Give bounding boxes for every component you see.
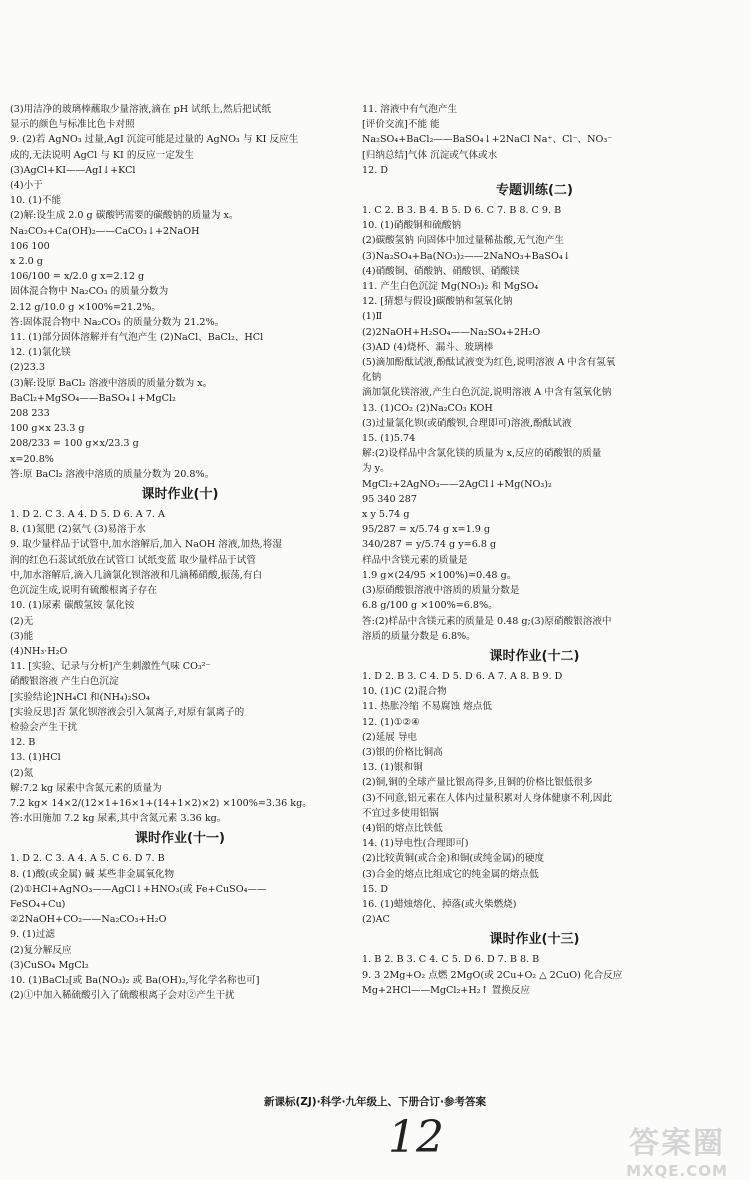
answer-line: (2)碳酸氢钠 向固体中加过量稀盐酸,无气泡产生 [362, 235, 564, 247]
answer-line: 11. (1)部分固体溶解并有气泡产生 (2)NaCl、BaCl₂、HCl [10, 332, 264, 344]
answer-line: (2)铜,铜的全球产量比银高得多,且铜的价格比银低很多 [362, 777, 593, 789]
answer-line: (5)滴加酚酞试液,酚酞试液变为红色,说明溶液 A 中含有氢氧 [362, 357, 616, 369]
answer-line: (2)解:设生成 2.0 g 碳酸钙需要的碳酸钠的质量为 x。 [10, 210, 239, 222]
answer-line: (4)铝的熔点比铁低 [362, 822, 443, 834]
answer-line: 12. (1)氯化镁 [10, 347, 71, 359]
answer-line: 1.9 g×(24/95 ×100%)=0.48 g。 [362, 569, 517, 581]
answer-line: 11. 产生白色沉淀 Mg(NO₃)₂ 和 MgSO₄ [362, 281, 539, 293]
answer-line: 硝酸银溶液 产生白色沉淀 [10, 676, 119, 688]
answer-line: 中,加水溶解后,滴入几滴氯化钡溶液和几滴稀硝酸,振荡,有白 [10, 569, 263, 581]
answer-line: (4)小于 [10, 180, 43, 192]
section-heading: 专题训练(二) [496, 183, 573, 199]
answer-line: (3)解:设原 BaCl₂ 溶液中溶质的质量分数为 x。 [10, 377, 213, 389]
answer-line: MgCl₂+2AgNO₃——2AgCl↓+Mg(NO₃)₂ [362, 478, 552, 490]
answer-line: (3)银的价格比铜高 [362, 746, 443, 758]
answer-line: (3)AgCl+KI——AgI↓+KCl [10, 164, 136, 176]
answer-line: 1. D 2. C 3. A 4. D 5. D 6. A 7. A [10, 509, 165, 521]
answer-line: 12. B [10, 737, 36, 749]
answer-line: 润的红色石蕊试纸放在试管口 试纸变蓝 取少量样品于试管 [10, 554, 256, 566]
answer-line: 9. 3 2Mg+O₂ 点燃 2MgO(或 2Cu+O₂ △ 2CuO) 化合反应 [362, 969, 623, 981]
answer-line: 8. (1)氮肥 (2)氨气 (3)易溶于水 [10, 524, 146, 536]
answer-line: 13. (1)银和铜 [362, 762, 423, 774]
answer-line: (3)Na₂SO₄+Ba(NO₃)₂——2NaNO₃+BaSO₄↓ [362, 250, 571, 262]
answer-line: (1)Ⅱ [362, 311, 383, 323]
answer-line: 13. (1)CO₂ (2)Na₂CO₃ KOH [362, 402, 493, 414]
answer-line: [实验反思]否 氯化钡溶液会引入氯离子,对原有氯离子的 [10, 706, 245, 718]
answer-line: 化钠 [362, 372, 382, 384]
answer-line: 10. (1)BaCl₂[或 Ba(NO₃)₂ 或 Ba(OH)₂,写化学名称也可] [10, 974, 260, 986]
answer-line: 6.8 g/100 g ×100%=6.8%。 [362, 600, 498, 612]
answer-line: (2)无 [10, 615, 34, 627]
answer-line: 10. (1)硝酸铜和硫酸钠 [362, 220, 462, 232]
answer-line: [归纳总结]气体 沉淀或气体或水 [362, 149, 498, 161]
watermark-url: MXQE.COM [626, 1162, 728, 1180]
answer-line: [实验结论]NH₄Cl 和(NH₄)₂SO₄ [10, 691, 150, 703]
answer-line: 100 g×x 23.3 g [10, 423, 85, 435]
answer-line: (3)过量氯化钡(或硝酸钡,合理即可)溶液,酚酞试液 [362, 417, 572, 429]
answer-line: 95/287 = x/5.74 g x=1.9 g [362, 524, 491, 536]
answer-line: (2)延展 导电 [362, 731, 418, 743]
answer-line: FeSO₄+Cu) [10, 898, 66, 910]
answer-line: 显示的颜色与标准比色卡对照 [10, 119, 135, 131]
answer-line: 14. (1)导电性(合理即可) [362, 838, 469, 850]
section-heading: 课时作业(十一) [135, 831, 225, 847]
left-column [10, 102, 350, 1003]
section-heading: 课时作业(十) [141, 487, 219, 503]
page-footer: 新课标(ZJ)·科学·九年级上、下册合订·参考答案 [263, 1096, 487, 1108]
answer-line: (2)氮 [10, 767, 34, 779]
answer-line: 10. (1)尿素 碳酸氢铵 氯化铵 [10, 600, 135, 612]
answer-line: 为 y。 [362, 463, 390, 475]
answer-line: 11. [实验、记录与分析]产生刺激性气味 CO₃²⁻ [10, 661, 211, 673]
answer-line: 成的,无法说明 AgCl 与 KI 的反应一定发生 [10, 149, 194, 161]
answer-line: 1. D 2. C 3. A 4. A 5. C 6. D 7. B [10, 853, 165, 865]
answer-line: 12. [猜想与假设]碳酸钠和氢氧化钠 [362, 296, 513, 308]
answer-line: Na₂CO₃+Ca(OH)₂——CaCO₃↓+2NaOH [10, 225, 200, 237]
answer-line: 溶质的质量分数是 6.8%。 [362, 630, 476, 642]
answer-line: 208/233 = 100 g×x/23.3 g [10, 438, 139, 450]
answer-line: 检验会产生干扰 [10, 721, 78, 733]
answer-line: (2)2NaOH+H₂SO₄——Na₂SO₄+2H₂O [362, 326, 541, 338]
answer-line: 答:(2)样品中含镁元素的质量是 0.48 g;(3)原硝酸银溶液中 [362, 615, 612, 627]
watermark-text: 答案圈 [629, 1126, 725, 1161]
answer-line: (4)NH₃·H₂O [10, 645, 68, 657]
answer-line: 106/100 = x/2.0 g x=2.12 g [10, 271, 145, 283]
answer-line: 106 100 [10, 240, 50, 252]
answer-line: 滴加氯化镁溶液,产生白色沉淀,说明溶液 A 中含有氢氧化钠 [362, 387, 612, 399]
answer-line: 13. (1)HCl [10, 752, 61, 764]
answer-line: 9. (2)若 AgNO₃ 过量,AgI 沉淀可能是过量的 AgNO₃ 与 KI 反应生 [10, 134, 299, 146]
answer-line: 1. D 2. B 3. C 4. D 5. D 6. A 7. A 8. B 9. D [362, 670, 563, 682]
answer-line: Na₂SO₄+BaCl₂——BaSO₄↓+2NaCl Na⁺、Cl⁻、NO₃⁻ [362, 134, 613, 146]
answer-line: 340/287 = y/5.74 g y=6.8 g [362, 539, 497, 551]
answer-line: (2)复分解反应 [10, 944, 72, 956]
answer-line: (3)AD (4)烧杯、漏斗、玻璃棒 [362, 341, 494, 353]
answer-line: 15. D [362, 883, 388, 895]
answer-line: (2)比较黄铜(或合金)和铜(或纯金属)的硬度 [362, 853, 545, 865]
answer-line: 答:原 BaCl₂ 溶液中溶质的质量分数为 20.8%。 [10, 468, 215, 480]
answer-line: (3)合金的熔点比组成它的纯金属的熔点低 [362, 868, 539, 880]
answer-line: 解:(2)设样品中含氯化镁的质量为 x,反应的硝酸银的质量 [362, 448, 602, 460]
answer-line: (3)CuSO₄ MgCl₂ [10, 959, 89, 971]
answer-line: 不宜过多使用铝锅 [362, 807, 439, 819]
answer-line: x 2.0 g [10, 256, 43, 268]
answer-line: (3)不同意,铝元素在人体内过量积累对人身体健康不利,因此 [362, 792, 612, 804]
answer-line: [评价交流]不能 能 [362, 119, 440, 131]
section-heading: 课时作业(十二) [489, 648, 580, 664]
answer-line: 1. B 2. B 3. C 4. C 5. D 6. D 7. B 8. B [362, 954, 540, 966]
answer-line: x=20.8% [10, 453, 54, 465]
answer-line: 固体混合物中 Na₂CO₃ 的质量分数为 [10, 286, 169, 298]
answer-line: 11. 溶液中有气泡产生 [362, 104, 458, 115]
answer-line: 样品中含镁元素的质量是 [362, 554, 468, 566]
answer-line: (3)能 [10, 630, 34, 642]
answer-line: (2)AC [362, 914, 390, 926]
watermark [612, 1118, 742, 1180]
answer-line: ②2NaOH+CO₂——Na₂CO₃+H₂O [10, 914, 167, 926]
answer-line: 208 233 [10, 408, 50, 420]
answer-line: Mg+2HCl——MgCl₂+H₂↑ 置换反应 [362, 984, 531, 996]
answer-line: 10. (1)不能 [10, 195, 62, 207]
answer-line: BaCl₂+MgSO₄——BaSO₄↓+MgCl₂ [10, 392, 176, 404]
answer-line: 10. (1)C (2)混合物 [362, 686, 447, 698]
page-number: 12 [388, 1112, 444, 1163]
answer-line: 9. (1)过滤 [10, 929, 55, 941]
answer-line: (2)23.3 [10, 362, 45, 374]
answer-line: 1. C 2. B 3. B 4. B 5. D 6. C 7. B 8. C 9. B [362, 205, 562, 217]
section-heading: 课时作业(十三) [489, 932, 580, 948]
answer-line: 12. (1)①②④ [362, 716, 420, 728]
answer-line: (4)硝酸铜、硝酸钠、硝酸钡、硝酸镁 [362, 265, 520, 277]
answer-line: 7.2 kg× 14×2/(12×1+16×1+(14+1×2)×2) ×100%=3.36 kg。 [10, 797, 312, 809]
answer-line: 答:水田施加 7.2 kg 尿素,其中含氮元素 3.36 kg。 [10, 813, 227, 825]
answer-line: (3)原硝酸银溶液中溶质的质量分数是 [362, 585, 520, 597]
answer-line: 11. 热胀冷缩 不易腐蚀 熔点低 [362, 701, 492, 713]
answer-line: 8. (1)酸(或金属) 碱 某些非金属氧化物 [10, 868, 175, 880]
answer-line: 95 340 287 [362, 493, 417, 505]
answer-line: 2.12 g/10.0 g ×100%=21.2%。 [10, 301, 161, 313]
answer-line: (2)①HCl+AgNO₃——AgCl↓+HNO₃(或 Fe+CuSO₄—— [10, 883, 267, 895]
answer-line: 色沉淀生成,说明有硫酸根离子存在 [10, 585, 157, 597]
answer-line: 16. (1)蜡烛熔化、掉落(或火柴燃烧) [362, 898, 517, 910]
answer-line: (2)①中加入稀硫酸引入了硫酸根离子会对②产生干扰 [10, 990, 235, 1002]
answer-line: 9. 取少量样品于试管中,加水溶解后,加入 NaOH 溶液,加热,将湿 [10, 539, 282, 551]
answer-line: 12. D [362, 164, 388, 176]
right-column [362, 102, 707, 998]
answer-line: (3)用洁净的玻璃棒蘸取少量溶液,滴在 pH 试纸上,然后把试纸 [10, 104, 271, 115]
answer-line: x y 5.74 g [362, 509, 410, 521]
answer-line: 答:固体混合物中 Na₂CO₃ 的质量分数为 21.2%。 [10, 316, 225, 328]
answer-line: 15. (1)5.74 [362, 433, 416, 445]
answer-line: 解:7.2 kg 尿素中含氮元素的质量为 [10, 782, 162, 794]
